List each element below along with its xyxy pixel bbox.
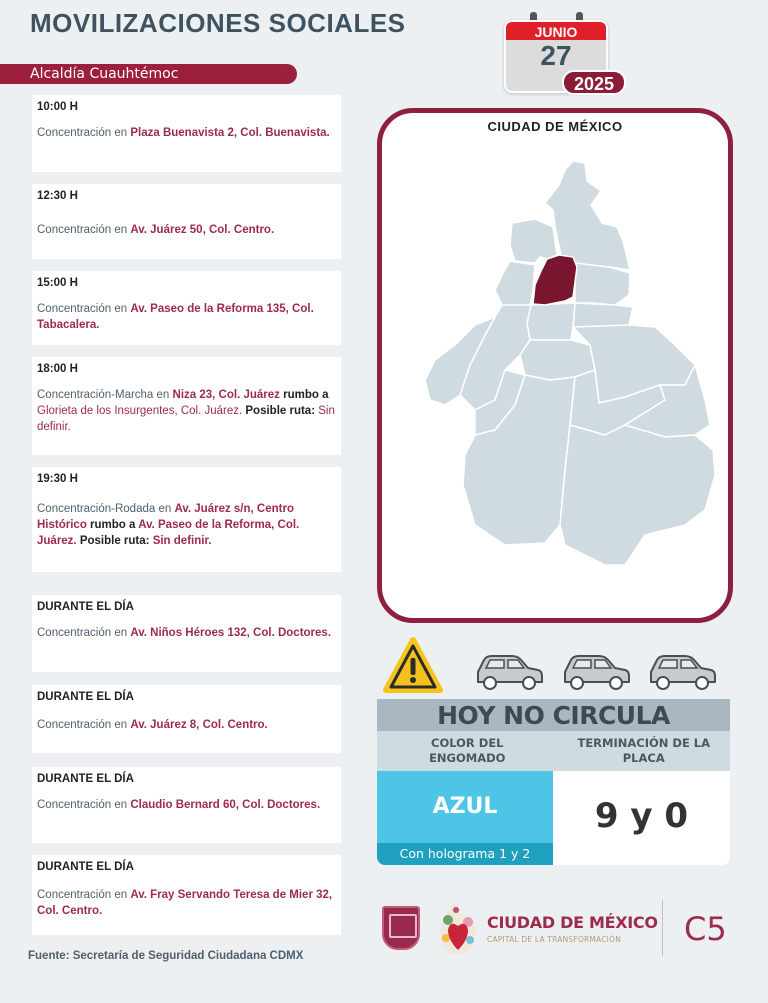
- car-icon: [474, 652, 544, 692]
- calendar-day: 27: [540, 40, 572, 71]
- event-description: Concentración en Av. Niños Héroes 132, Col. Doctores.: [37, 627, 332, 639]
- event-card: [32, 595, 341, 672]
- event-description: Concentración en Av. Juárez 50, Col. Centro.: [37, 224, 275, 236]
- event-time: DURANTE EL DÍA: [37, 601, 134, 613]
- footer-divider: [662, 900, 663, 956]
- event-time: 10:00 H: [37, 101, 78, 113]
- engomado-header: COLOR DEL ENGOMADO: [429, 736, 506, 765]
- event-time: 15:00 H: [37, 277, 78, 289]
- cdmx-heart-logo-icon: [436, 900, 480, 958]
- source-note: Fuente: Secretaría de Seguridad Ciudadana CDMX: [28, 950, 304, 962]
- event-description: Concentración en Av. Juárez 8, Col. Centro.: [37, 719, 268, 731]
- event-description: Concentración en Claudio Bernard 60, Col. Doctores.: [37, 799, 321, 811]
- event-description: Concentración en Av. Fray Servando Teresa de Mier 32, Col. Centro.: [37, 889, 333, 917]
- page-title: MOVILIZACIONES SOCIALES: [30, 8, 406, 38]
- event-time: 19:30 H: [37, 473, 78, 485]
- event-time: DURANTE EL DÍA: [37, 861, 134, 873]
- hoy-no-circula-headers: [377, 731, 730, 771]
- event-description: Concentración-Rodada en Av. Juárez s/n, Centro Histórico rumbo a Av. Paseo de la Reforma, Col. Juárez. Posible ruta: Sin definir.: [37, 503, 300, 547]
- event-card: [32, 95, 341, 172]
- cdmx-name: CIUDAD DE MÉXICO: [487, 913, 658, 932]
- event-card: [32, 767, 341, 843]
- hologram-note: Con holograma 1 y 2: [377, 843, 553, 865]
- car-icon: [647, 652, 717, 692]
- event-card: [32, 685, 341, 753]
- calendar-month: JUNIO: [506, 22, 606, 40]
- cdmx-map-panel: [377, 108, 733, 623]
- event-card: [32, 467, 341, 572]
- cdmx-tagline: CAPITAL DE LA TRANSFORMACIÓN: [487, 935, 622, 944]
- event-time: 18:00 H: [37, 363, 78, 375]
- event-card: [32, 855, 341, 935]
- event-description: Concentración en Av. Paseo de la Reforma 135, Col. Tabacalera.: [37, 303, 314, 331]
- cdmx-map: [382, 113, 728, 618]
- cdmx-coat-of-arms-icon: [382, 906, 420, 950]
- alcaldia-banner: Alcaldía Cuauhtémoc: [0, 64, 297, 84]
- plate-endings: 9 y 0: [553, 771, 730, 865]
- hoy-no-circula-title: HOY NO CIRCULA: [377, 699, 730, 731]
- calendar-year: 2025: [562, 70, 626, 95]
- event-time: 12:30 H: [37, 190, 78, 202]
- event-time: DURANTE EL DÍA: [37, 691, 134, 703]
- map-title: CIUDAD DE MÉXICO: [487, 119, 623, 134]
- event-description: Concentración-Marcha en Niza 23, Col. Juárez rumbo a Glorieta de los Insurgentes, Col. Juárez. Posible ruta: Sin definir.: [37, 389, 335, 433]
- event-time: DURANTE EL DÍA: [37, 773, 134, 785]
- c5-logo: C5: [684, 910, 727, 948]
- placa-header: TERMINACIÓN DE LA PLACA: [577, 736, 711, 765]
- warning-icon: [383, 636, 443, 696]
- engomado-color: AZUL: [377, 771, 553, 843]
- event-card: [32, 184, 341, 259]
- event-description: Concentración en Plaza Buenavista 2, Col. Buenavista.: [37, 127, 330, 139]
- event-card: [32, 357, 341, 455]
- car-icon: [561, 652, 631, 692]
- event-card: [32, 271, 341, 345]
- calendar-badge: [504, 12, 622, 92]
